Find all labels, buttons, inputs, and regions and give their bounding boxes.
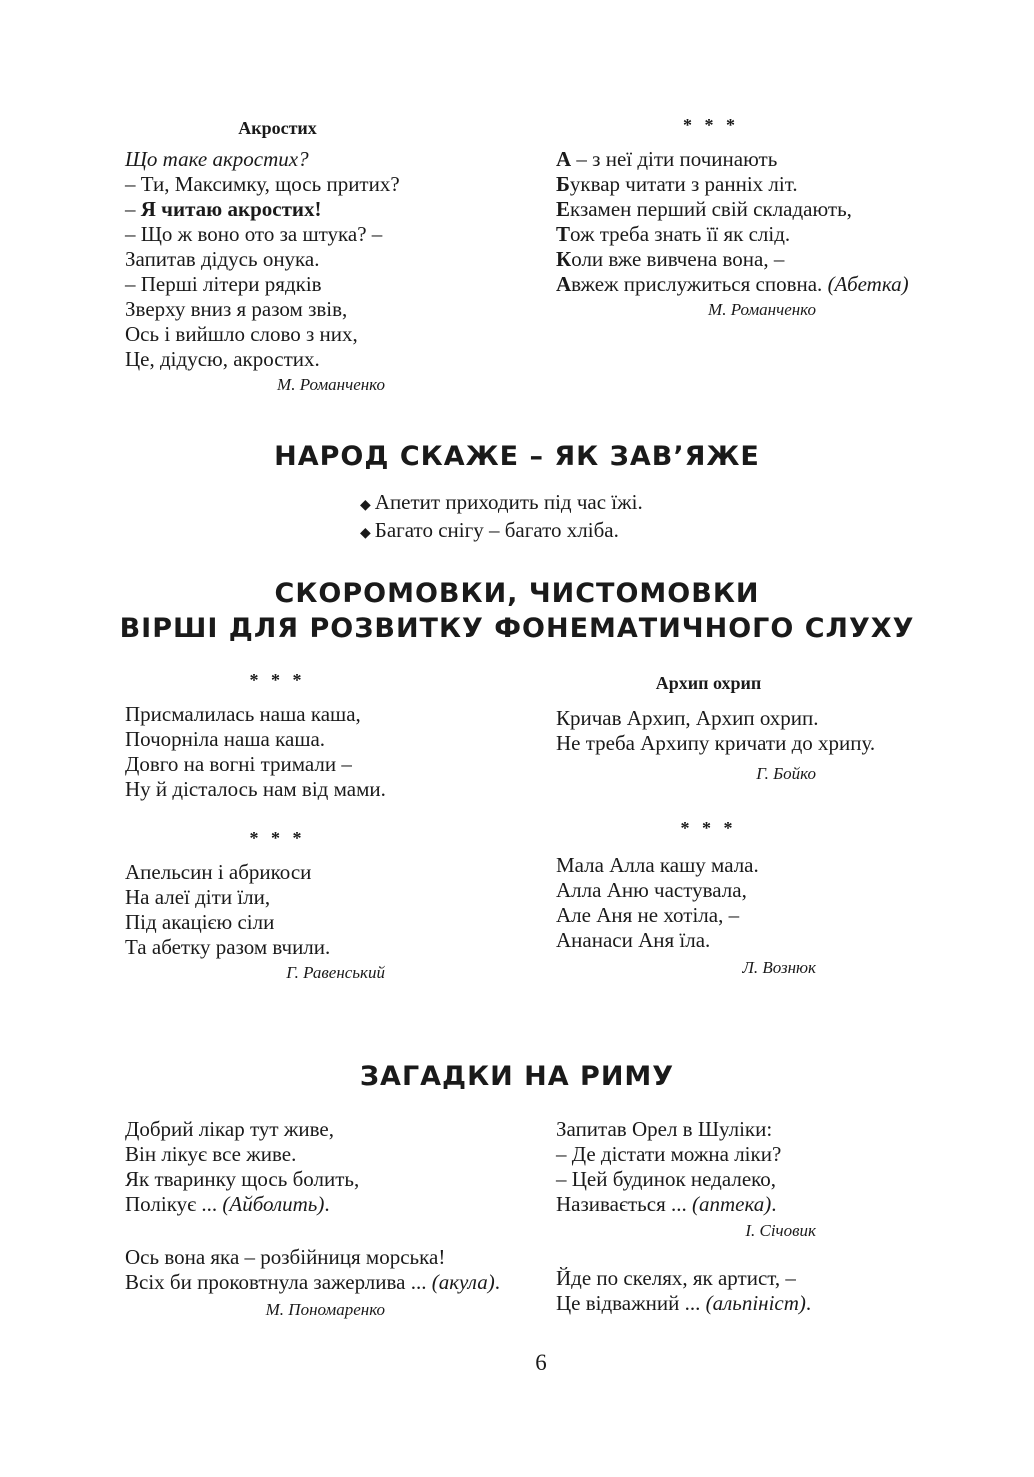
poem-author: Л. Вознюк — [742, 958, 816, 977]
poem-line: Ну й дісталось нам від мами. — [125, 777, 386, 801]
poem-line: Добрий лікар тут живе, — [125, 1117, 334, 1141]
acrostic-line-bold: Я читаю акростих! — [140, 197, 322, 221]
poem-line: – Де дістати можна ліки? — [556, 1142, 782, 1166]
poem-line: Апельсин і абрикоси — [125, 860, 312, 884]
poem-author: Г. Равенський — [286, 963, 385, 982]
poem-line: Під акацією сіли — [125, 910, 275, 934]
poem-line: Це, дідусю, акростих. — [125, 347, 320, 371]
diamond-bullet-icon: ◆ — [360, 526, 371, 541]
page-number: 6 — [535, 1350, 547, 1375]
poem-line: Як тваринку щось болить, — [125, 1167, 360, 1191]
riddle-answer: (акула) — [431, 1270, 495, 1294]
poem-line: Полікує ... (Айболить). — [125, 1192, 330, 1216]
poem-line: Почорніла наша каша. — [125, 727, 326, 751]
poem-line: Ось і вийшло слово з них, — [125, 322, 358, 346]
poem-author: Г. Бойко — [756, 764, 816, 783]
poem-line: Йде по скелях, як артист, – — [556, 1266, 796, 1290]
poem-line: Авжеж прислужиться сповна. (Абетка) — [556, 272, 909, 296]
poem-line: Кричав Архип, Архип охрип. — [556, 706, 819, 730]
poem-line: Це відважний ... (альпініст). — [556, 1291, 812, 1315]
poem-line: А – з неї діти починають — [556, 147, 778, 171]
acrostic-author: М. Романченко — [277, 375, 385, 394]
proverb-item: ◆ Апетит приходить під час їжі. — [360, 490, 643, 514]
riddle-answer: (Айболить) — [222, 1192, 325, 1216]
riddle-author: І. Січовик — [745, 1221, 816, 1240]
poem-line: Всіх би проковтнула зажерлива ... (акула). — [125, 1270, 500, 1294]
riddle-answer: (Абетка) — [827, 272, 909, 296]
proverbs-heading: НАРОД СКАЖЕ – ЯК ЗАВ’ЯЖЕ — [274, 441, 760, 472]
poem-line: Коли вже вивчена вона, – — [556, 247, 785, 271]
poem-line: Буквар читати з ранніх літ. — [556, 172, 798, 196]
tongue-poem-3 — [556, 706, 996, 756]
poem-line: Він лікує все живе. — [125, 1142, 297, 1166]
riddle-answer: (аптека) — [691, 1192, 772, 1216]
riddles-heading: ЗАГАДКИ НА РИМУ — [359, 1061, 675, 1092]
tongue-poem-2 — [125, 860, 485, 960]
poem-line: На алеї діти їли, — [125, 885, 271, 909]
diamond-bullet-icon: ◆ — [360, 498, 371, 513]
poem-line: Але Аня не хотіла, – — [556, 903, 740, 927]
poem-line: Та абетку разом вчили. — [125, 935, 331, 959]
poem-line: Алла Аню частувала, — [556, 878, 747, 902]
riddle-1 — [125, 1117, 545, 1217]
tongue-poem-1 — [125, 702, 485, 802]
stars-divider: * * * — [249, 828, 306, 848]
poem-line: – Що ж воно ото за штука? – — [125, 222, 383, 246]
acrostic-poem — [125, 147, 485, 372]
poem-line: – Я читаю акростих! — [125, 197, 322, 221]
proverbs-list — [360, 490, 960, 546]
riddle-4 — [556, 1266, 996, 1316]
abetka-author: М. Романченко — [708, 300, 816, 319]
poem-line: Довго на вогні тримали – — [125, 752, 352, 776]
riddle-answer: (альпініст) — [705, 1291, 806, 1315]
poem-line: – Цей будинок недалеко, — [556, 1167, 777, 1191]
poem-line: Ананаси Аня їла. — [556, 928, 711, 952]
poem-title: Архип охрип — [655, 673, 762, 693]
proverb-item: ◆ Багато снігу – багато хліба. — [360, 518, 619, 542]
stars-divider: * * * — [680, 818, 737, 838]
tongue-poem-4 — [556, 853, 996, 953]
acrostic-question: Що таке акростих? — [125, 147, 309, 171]
poem-line: Не треба Архипу кричати до хрипу. — [556, 731, 876, 755]
poem-line: Запитав дідусь онука. — [125, 247, 320, 271]
poem-line: Мала Алла кашу мала. — [556, 853, 759, 877]
riddle-3 — [556, 1117, 996, 1217]
tongue-heading-2: ВІРШІ ДЛЯ РОЗВИТКУ ФОНЕМАТИЧНОГО СЛУХУ — [119, 613, 915, 644]
stars-divider: * * * — [683, 115, 739, 135]
poem-line: – Перші літери рядків — [125, 272, 322, 296]
tongue-heading-1: СКОРОМОВКИ, ЧИСТОМОВКИ — [274, 578, 760, 609]
poem-line: Називається ... (аптека). — [556, 1192, 777, 1216]
poem-line: Екзамен перший свій складають, — [556, 197, 852, 221]
poem-line: Зверху вниз я разом звів, — [125, 297, 348, 321]
poem-line: Тож треба знать її як слід. — [556, 222, 791, 246]
stars-divider: * * * — [249, 670, 306, 690]
poem-line: Ось вона яка – розбійниця морська! — [125, 1245, 446, 1269]
riddle-2 — [125, 1245, 545, 1295]
poem-line: Запитав Орел в Шуліки: — [556, 1117, 773, 1141]
poem-line: – Ти, Максимку, щось притих? — [125, 172, 400, 196]
riddle-author: М. Пономаренко — [265, 1300, 385, 1319]
acrostic-title: Акростих — [238, 118, 317, 138]
poem-line: Присмалилась наша каша, — [125, 702, 361, 726]
abetka-poem — [556, 147, 996, 297]
